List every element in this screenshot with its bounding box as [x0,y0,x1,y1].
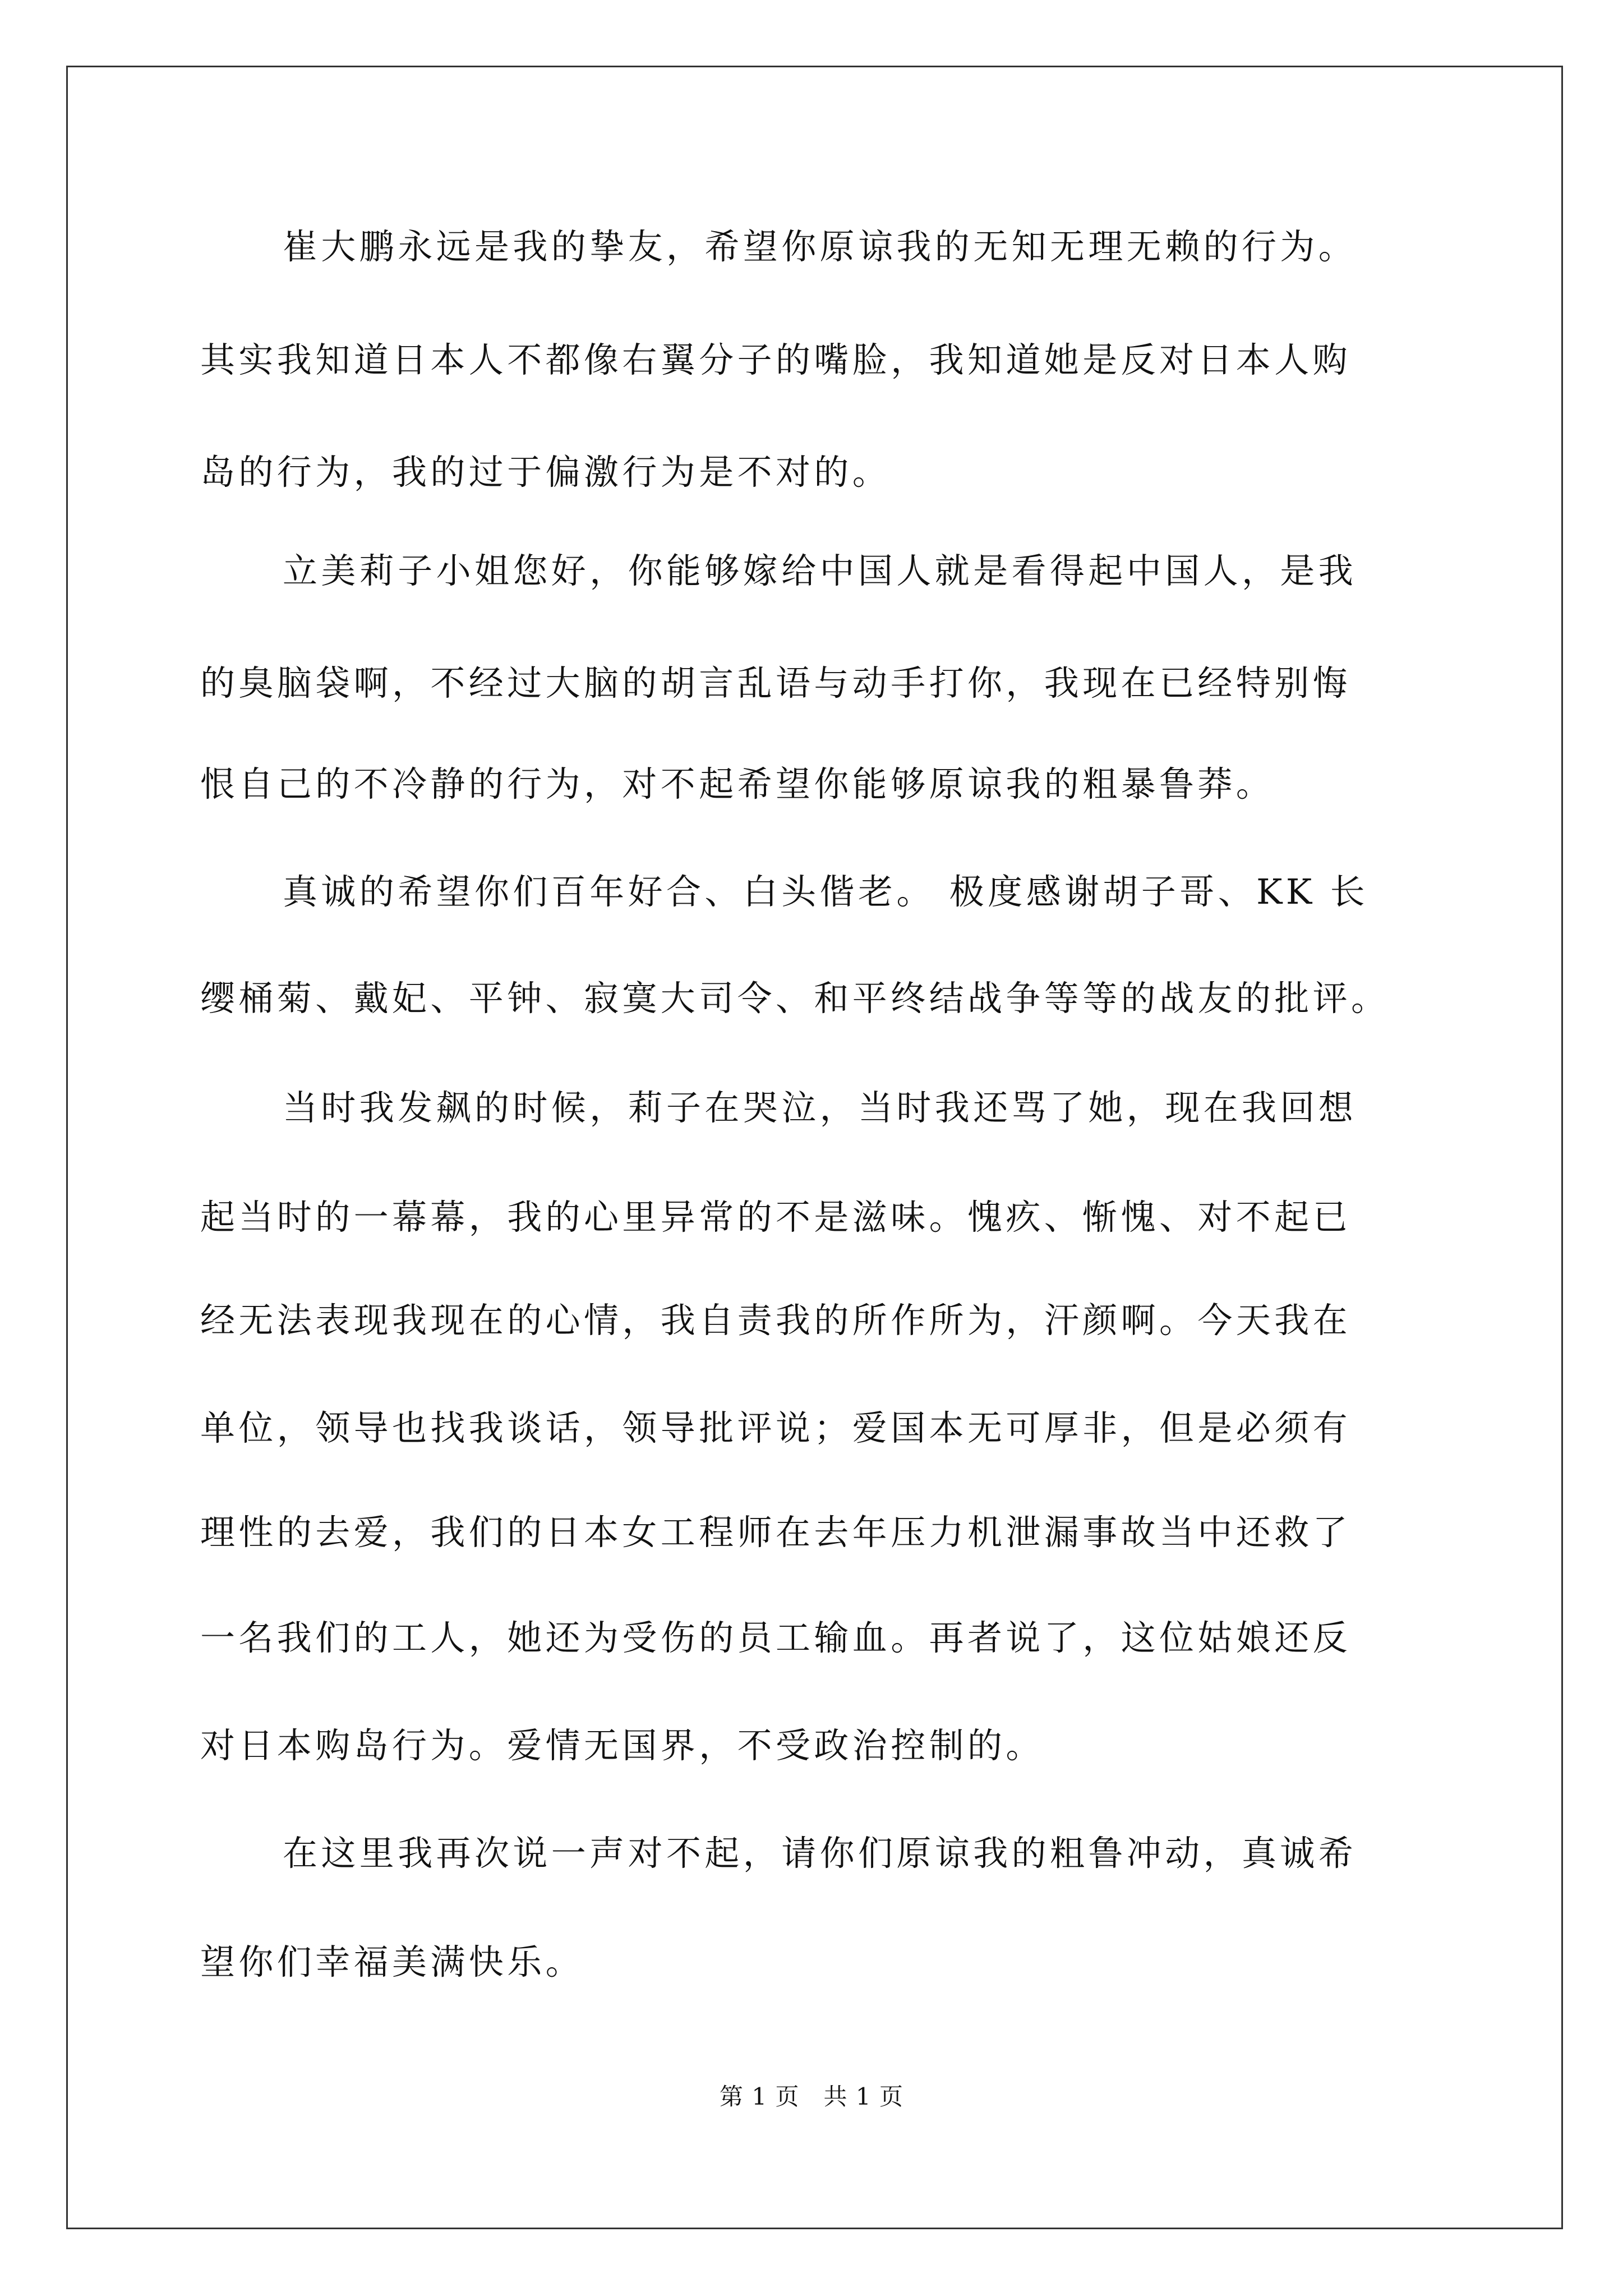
paragraph-2-line-1: 立美莉子小姐您好，你能够嫁给中国人就是看得起中国人，是我 [283,550,1357,591]
paragraph-3-line-2: 缨桶菊、戴妃、平钟、寂寞大司令、和平终结战争等等的战友的批评。 [200,978,1390,1019]
paragraph-4-line-5: 理性的去爱，我们的日本女工程师在去年压力机泄漏事故当中还救了 [200,1512,1352,1553]
paragraph-4-line-7: 对日本购岛行为。爱情无国界，不受政治控制的。 [200,1725,1044,1766]
paragraph-3-line-1: 真诚的希望你们百年好合、白头偕老。 极度感谢胡子哥、KK 长 [283,871,1369,912]
paragraph-4-line-6: 一名我们的工人，她还为受伤的员工输血。再者说了，这位姑娘还反 [200,1617,1352,1658]
paragraph-1-line-2: 其实我知道日本人不都像右翼分子的嘴脸，我知道她是反对日本人购 [200,339,1352,380]
paragraph-5-line-1: 在这里我再次说一声对不起，请你们原谅我的粗鲁冲动，真诚希 [283,1833,1357,1874]
paragraph-4-line-1: 当时我发飙的时候，莉子在哭泣，当时我还骂了她，现在我回想 [283,1087,1357,1128]
paragraph-2-line-3: 恨自己的不冷静的行为，对不起希望你能够原谅我的粗暴鲁莽。 [200,763,1275,804]
paragraph-4-line-3: 经无法表现我现在的心情，我自责我的所作所为，汗颜啊。今天我在 [200,1300,1352,1341]
paragraph-4-line-4: 单位，领导也找我谈话，领导批评说；爱国本无可厚非，但是必须有 [200,1407,1352,1448]
paragraph-4-line-2: 起当时的一幕幕，我的心里异常的不是滋味。愧疚、惭愧、对不起已 [200,1197,1352,1237]
paragraph-5-line-2: 望你们幸福美满快乐。 [200,1941,584,1982]
page-number-footer: 第 1 页 共 1 页 [720,2083,903,2110]
paragraph-1-line-3: 岛的行为，我的过于偏激行为是不对的。 [200,452,891,493]
page-border [66,66,1563,2229]
paragraph-1-line-1: 崔大鹏永远是我的挚友，希望你原谅我的无知无理无赖的行为。 [283,226,1357,267]
paragraph-2-line-2: 的臭脑袋啊，不经过大脑的胡言乱语与动手打你，我现在已经特别悔 [200,662,1352,703]
